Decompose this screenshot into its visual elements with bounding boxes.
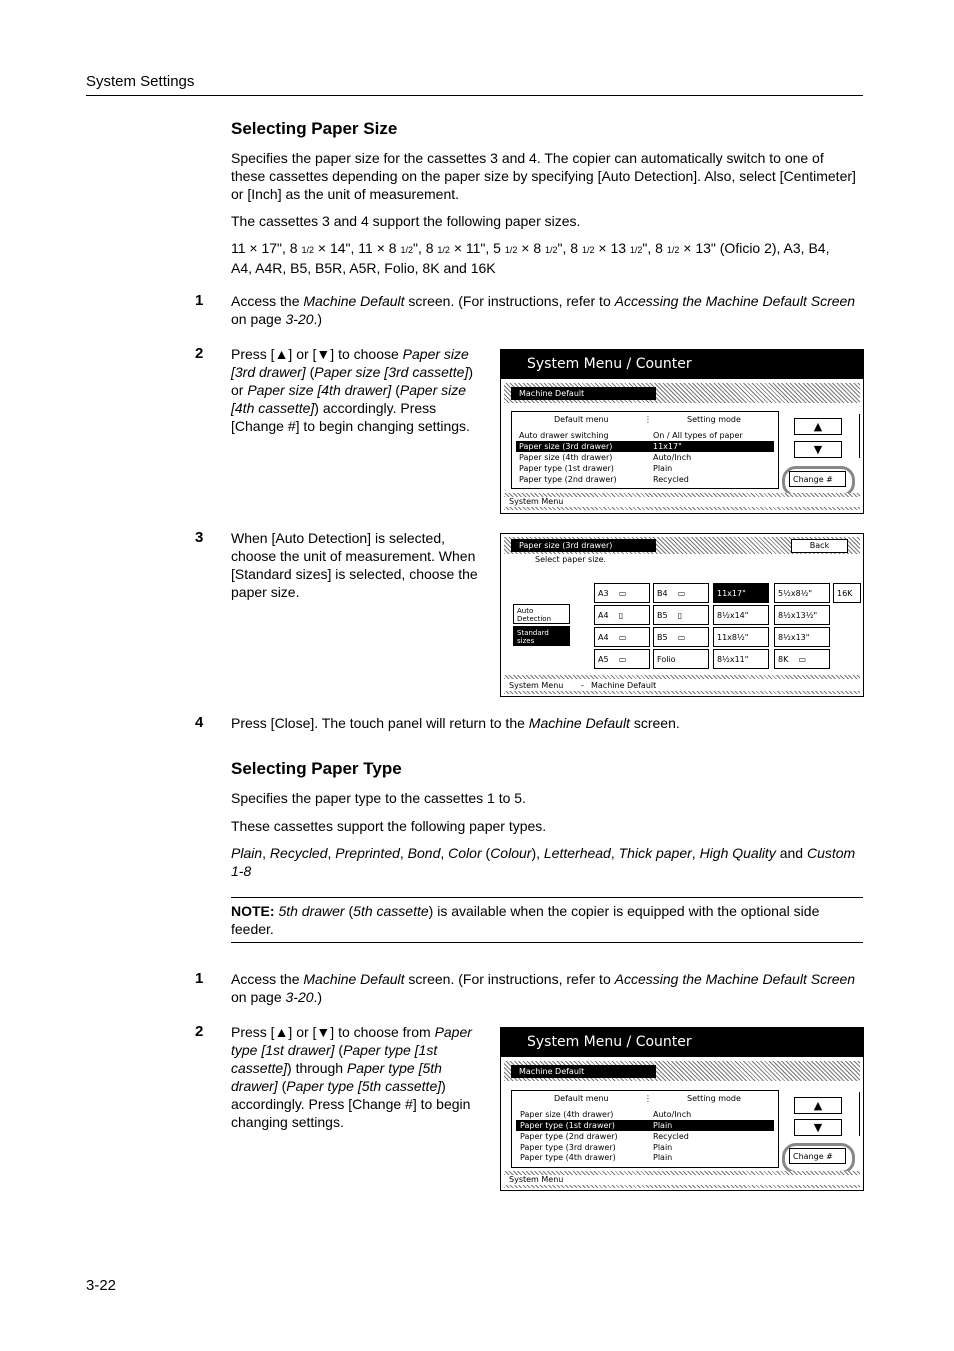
breadcrumb-system-menu: System Menu	[509, 681, 564, 690]
settings-list: Default menu ⋮ Setting mode Paper size (4th drawer) Auto/Inch Paper type (1st drawer) Plain Paper type (2nd drawer) Recycled Paper type (3rd drawer) Plain Paper type (4th drawer) Plain	[511, 1090, 779, 1168]
down-arrow-button[interactable]: ▼	[794, 441, 842, 458]
breadcrumb: System Menu	[509, 497, 564, 506]
size-cell-a3[interactable]: A3 ▭	[594, 583, 650, 603]
down-arrow-button[interactable]: ▼	[794, 1119, 842, 1136]
size-cell-5.5x8.5[interactable]: 5½x8½"	[774, 583, 830, 603]
col-setting-mode: Setting mode	[687, 1094, 741, 1103]
col-default-menu: Default menu	[554, 415, 609, 424]
size-cell-8.5x13.5[interactable]: 8½x13½"	[774, 605, 830, 625]
step1-text: Access the Machine Default screen. (For instructions, refer to Accessing the Machine Default Screen on page 3-20.)	[231, 293, 856, 327]
standard-sizes-button[interactable]: Standard sizes	[513, 626, 570, 646]
size-cell-11x17[interactable]: 11x17"	[713, 583, 769, 603]
paper-size-intro: Specifies the paper size for the cassettes 3 and 4. The copier can automatically switch to one of these cassettes depending on the paper size by specifying [Auto Detection]. Also, select [Centimeter] or [Inch] as the unit of measurement.	[231, 150, 856, 202]
size-cell-16k[interactable]: 16K	[833, 583, 861, 603]
list-item[interactable]: Paper size (4th drawer) Auto/Inch	[519, 453, 692, 462]
touch-panel-screen-2: Paper size (3rd drawer) Back Select paper size. Auto Detection Standard sizes A3 ▭ B4 ▭ 11x17" 5½x8½" 16K A4 ▯ B5 ▯ 8½x14" 8½x13½" A4 ▭ B5 ▭ 11x8½" 8½x13" A5 ▭ Folio 8½x11" 8K ▭ System Menu - Machine Default	[500, 533, 864, 697]
back-button[interactable]: Back	[791, 539, 848, 553]
prompt-text: Select paper size.	[535, 555, 607, 564]
note: NOTE: 5th drawer (5th cassette) is available when the copier is equipped with the optional side feeder.	[231, 903, 820, 937]
paper-type-support: These cassettes support the following paper types.	[231, 818, 547, 834]
type-step1-text: Access the Machine Default screen. (For instructions, refer to Accessing the Machine Default Screen on page 3-20.)	[231, 971, 856, 1005]
paper-size-list-cont: A4, A4R, B5, B5R, A5R, Folio, 8K and 16K	[231, 260, 496, 276]
size-cell-b5r[interactable]: B5 ▭	[653, 627, 709, 647]
size-cell-b5[interactable]: B5 ▯	[653, 605, 709, 625]
settings-list: Default menu ⋮ Setting mode Auto drawer switching On / All types of paper Paper size (3rd drawer) 11x17" Paper size (4th drawer) Auto/Inch Paper type (1st drawer) Plain Paper type (2nd drawer) Recycled	[511, 411, 779, 489]
auto-detection-button[interactable]: Auto Detection	[513, 604, 570, 624]
col-default-menu: Default menu	[554, 1094, 609, 1103]
size-cell-folio[interactable]: Folio	[653, 649, 709, 669]
paper-type-intro: Specifies the paper type to the cassettes 1 to 5.	[231, 790, 526, 806]
section-title-paper-type: Selecting Paper Type	[231, 759, 402, 778]
list-item-selected[interactable]: Paper type (1st drawer) Plain	[516, 1120, 774, 1131]
tab-machine-default[interactable]: Machine Default	[511, 1065, 656, 1078]
size-cell-8.5x14[interactable]: 8½x14"	[713, 605, 769, 625]
step4-text: Press [Close]. The touch panel will return to the Machine Default screen.	[231, 715, 680, 731]
step-number: 1	[195, 970, 204, 987]
list-item[interactable]: Paper size (4th drawer) Auto/Inch	[520, 1110, 692, 1119]
list-item[interactable]: Paper type (2nd drawer) Recycled	[520, 1132, 689, 1141]
size-cell-a5r[interactable]: A5 ▭	[594, 649, 650, 669]
type-step2-text: Press [▲] or [▼] to choose from Paper type [1st drawer] (Paper type [1st cassette]) through Paper type [5th drawer] (Paper type [5th cassette]) accordingly. Press [Change #] to begin changing settings.	[231, 1024, 472, 1130]
header-rule	[86, 95, 863, 96]
screen-title: System Menu / Counter	[501, 350, 863, 379]
size-cell-a4[interactable]: A4 ▯	[594, 605, 650, 625]
list-item[interactable]: Paper type (4th drawer) Plain	[520, 1153, 673, 1162]
page-number: 3-22	[86, 1277, 117, 1294]
breadcrumb: System Menu	[509, 1175, 564, 1184]
step3-text: When [Auto Detection] is selected, choose the unit of measurement. When [Standard sizes] is selected, choose the paper size.	[231, 530, 478, 600]
size-cell-b4[interactable]: B4 ▭	[653, 583, 709, 603]
paper-size-support: The cassettes 3 and 4 support the following paper sizes.	[231, 213, 581, 229]
breadcrumb-machine-default: Machine Default	[591, 681, 657, 690]
size-cell-11x8.5[interactable]: 11x8½"	[713, 627, 769, 647]
paper-size-list: 11 × 17", 8 1/2 × 14", 11 × 8 1/2", 8 1/2 × 11", 5 1/2 × 8 1/2", 8 1/2 × 13 1/2", 8 1/2 × 13" (Oficio 2), A3, B4, A4, A4R, B5, B5R, A5R, Folio, 8K and 16K	[231, 240, 830, 276]
list-item-selected[interactable]: Paper size (3rd drawer) 11x17"	[516, 441, 774, 452]
change-button[interactable]: Change #	[789, 471, 846, 487]
screen-tab-title: Paper size (3rd drawer)	[511, 539, 656, 552]
step-number: 2	[195, 1023, 204, 1040]
up-arrow-button[interactable]: ▲	[794, 418, 842, 435]
step-number: 4	[195, 714, 204, 731]
list-item[interactable]: Paper type (2nd drawer) Recycled	[519, 475, 689, 484]
size-cell-8k[interactable]: 8K ▭	[774, 649, 830, 669]
list-item[interactable]: Paper type (3rd drawer) Plain	[520, 1143, 673, 1152]
step-number: 3	[195, 529, 204, 546]
running-header: System Settings	[86, 73, 195, 90]
paper-type-list: Plain, Recycled, Preprinted, Bond, Color (Colour), Letterhead, Thick paper, High Quality and Custom 1-8	[231, 845, 856, 879]
list-item[interactable]: Paper type (1st drawer) Plain	[519, 464, 673, 473]
size-cell-8.5x11[interactable]: 8½x11"	[713, 649, 769, 669]
screen-title: System Menu / Counter	[501, 1028, 863, 1057]
step-number: 1	[195, 292, 204, 309]
list-item[interactable]: Auto drawer switching On / All types of paper	[519, 431, 743, 440]
tab-machine-default[interactable]: Machine Default	[511, 387, 656, 400]
change-button[interactable]: Change #	[789, 1148, 846, 1164]
up-arrow-button[interactable]: ▲	[794, 1097, 842, 1114]
touch-panel-screen-3	[500, 1027, 864, 1191]
size-cell-a4r[interactable]: A4 ▭	[594, 627, 650, 647]
step2-text: Press [▲] or [▼] to choose Paper size [3rd drawer] (Paper size [3rd cassette]) or Paper size [4th drawer] (Paper size [4th cassette]) accordingly. Press [Change #] to begin changing settings.	[231, 346, 474, 434]
col-setting-mode: Setting mode	[687, 415, 741, 424]
touch-panel-screen-1	[500, 349, 864, 514]
size-cell-8.5x13[interactable]: 8½x13"	[774, 627, 830, 647]
section-title-paper-size: Selecting Paper Size	[231, 119, 398, 138]
step-number: 2	[195, 345, 204, 362]
